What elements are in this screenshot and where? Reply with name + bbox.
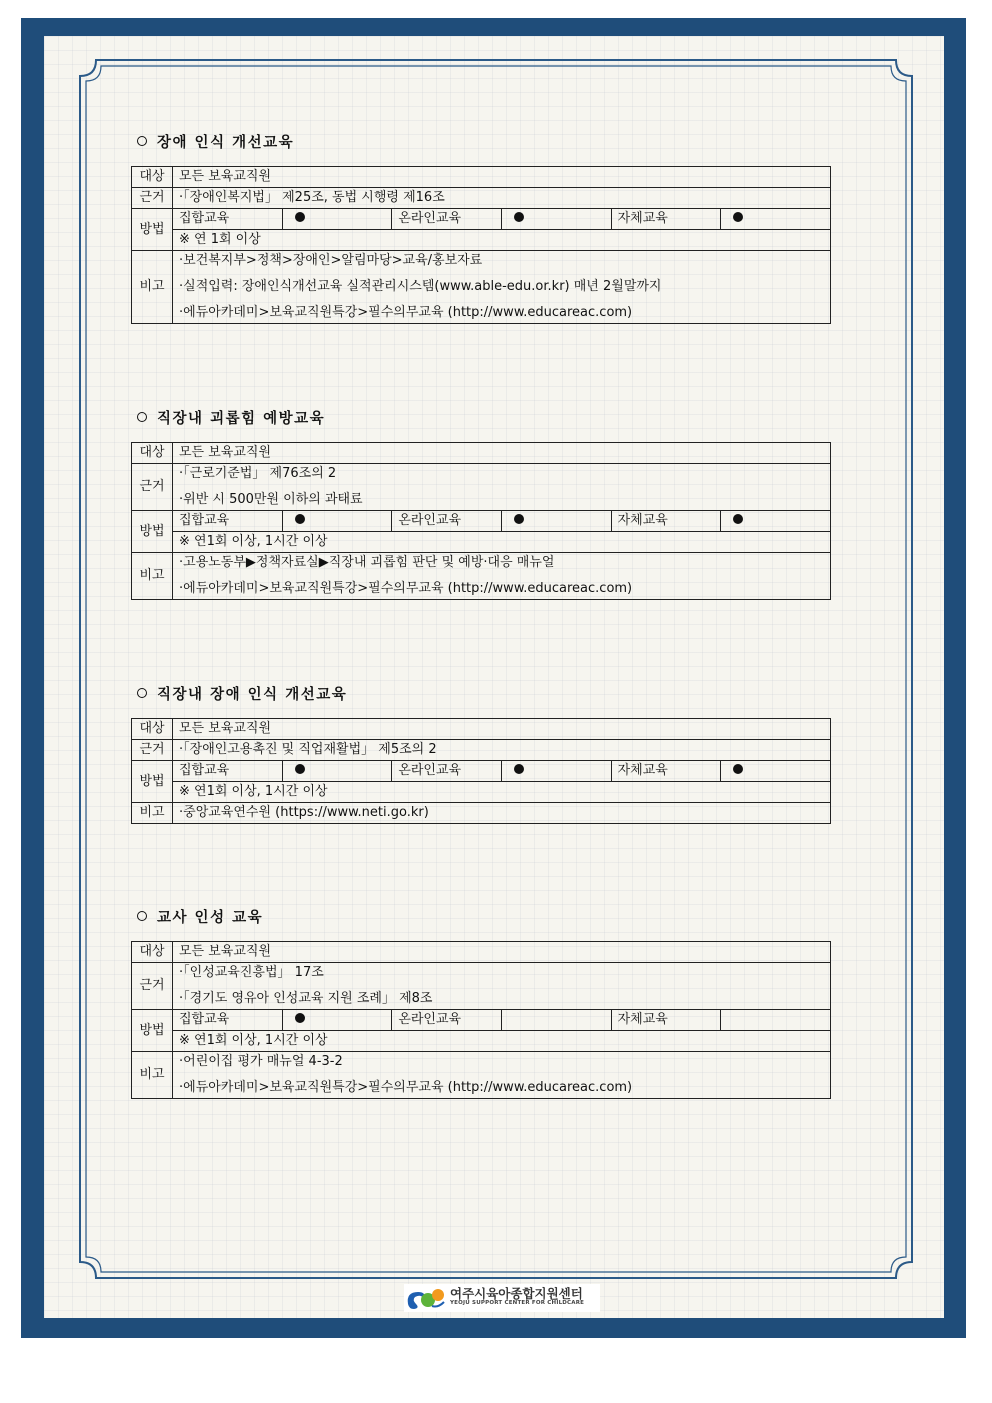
method-name: 온라인교육 xyxy=(392,1010,502,1031)
section-workplace-disability xyxy=(131,684,831,706)
basis-cell: ·「인성교육진흥법」 17조 ·「경기도 영유아 인성교육 지원 조례」 제8조 xyxy=(173,963,831,1010)
label-cell: 비고 xyxy=(132,1052,173,1099)
section-workplace-harassment xyxy=(131,408,831,430)
method-name: 집합교육 xyxy=(173,209,283,230)
method-name: 집합교육 xyxy=(173,511,283,532)
target-cell: 모든 보육교직원 xyxy=(173,942,831,963)
notes-cell: ·고용노동부▶정책자료실▶직장내 괴롭힘 판단 및 예방·대응 매뉴얼 ·에듀아카데미>보육교직원특강>필수의무교육 (http://www.educareac.com) xyxy=(173,553,831,600)
method-mark-empty xyxy=(721,1010,831,1031)
info-table xyxy=(131,166,831,324)
filled-circle-icon xyxy=(733,514,743,524)
circle-bullet-icon xyxy=(137,136,147,146)
label-cell: 대상 xyxy=(132,942,173,963)
notes-cell: ·중앙교육연수원 (https://www.neti.go.kr) xyxy=(173,803,831,824)
section-disability-awareness xyxy=(131,132,831,154)
filled-circle-icon xyxy=(733,764,743,774)
method-name: 온라인교육 xyxy=(392,761,502,782)
method-name: 온라인교육 xyxy=(392,511,502,532)
info-table xyxy=(131,718,831,824)
label-cell: 방법 xyxy=(132,761,173,803)
section-title: 직장내 장애 인식 개선교육 xyxy=(137,684,831,706)
center-name: 여주시육아종합지원센터 xyxy=(450,1286,583,1301)
label-cell: 대상 xyxy=(132,719,173,740)
circle-bullet-icon xyxy=(137,412,147,422)
label-cell: 근거 xyxy=(132,464,173,511)
label-cell: 대상 xyxy=(132,167,173,188)
circle-bullet-icon xyxy=(137,911,147,921)
info-table xyxy=(131,941,831,1099)
notes-cell: ·보건복지부>정책>장애인>알림마당>교육/홍보자료 ·실적입력: 장애인식개선교육 실적관리시스템(www.able-edu.or.kr) 매년 2월말까지 ·에듀아카데미>보육교직원특강>필수의무교육 (http://www.educareac.com) xyxy=(173,251,831,324)
label-cell: 방법 xyxy=(132,209,173,251)
method-mark xyxy=(721,761,831,782)
target-cell: 모든 보육교직원 xyxy=(173,443,831,464)
notes-cell: ·어린이집 평가 매뉴얼 4-3-2 ·에듀아카데미>보육교직원특강>필수의무교육 (http://www.educareac.com) xyxy=(173,1052,831,1099)
method-name: 집합교육 xyxy=(173,761,283,782)
center-name-english: YEOJU SUPPORT CENTER FOR CHILDCARE xyxy=(450,1300,585,1306)
section-teacher-character xyxy=(131,907,831,929)
method-note: ※ 연1회 이상, 1시간 이상 xyxy=(173,1031,831,1052)
method-note: ※ 연 1회 이상 xyxy=(173,230,831,251)
method-mark-empty xyxy=(501,1010,611,1031)
label-cell: 방법 xyxy=(132,1010,173,1052)
target-cell: 모든 보육교직원 xyxy=(173,719,831,740)
method-name: 자체교육 xyxy=(611,209,721,230)
method-note: ※ 연1회 이상, 1시간 이상 xyxy=(173,782,831,803)
filled-circle-icon xyxy=(295,212,305,222)
method-mark xyxy=(721,209,831,230)
basis-cell: ·「장애인고용촉진 및 직업재활법」 제5조의 2 xyxy=(173,740,831,761)
method-mark xyxy=(282,1010,392,1031)
circle-bullet-icon xyxy=(137,688,147,698)
basis-cell: ·「장애인복지법」 제25조, 동법 시행령 제16조 xyxy=(173,188,831,209)
method-name: 자체교육 xyxy=(611,511,721,532)
label-cell: 비고 xyxy=(132,553,173,600)
method-mark xyxy=(501,761,611,782)
method-mark xyxy=(501,209,611,230)
label-cell: 근거 xyxy=(132,188,173,209)
filled-circle-icon xyxy=(514,212,524,222)
section-title: 교사 인성 교육 xyxy=(137,907,831,929)
info-table xyxy=(131,442,831,600)
filled-circle-icon xyxy=(733,212,743,222)
filled-circle-icon xyxy=(295,1013,305,1023)
method-name: 자체교육 xyxy=(611,761,721,782)
method-name: 집합교육 xyxy=(173,1010,283,1031)
method-mark xyxy=(282,761,392,782)
method-mark xyxy=(501,511,611,532)
target-cell: 모든 보육교직원 xyxy=(173,167,831,188)
center-logo-icon xyxy=(404,1284,448,1312)
filled-circle-icon xyxy=(514,514,524,524)
label-cell: 근거 xyxy=(132,740,173,761)
method-note: ※ 연1회 이상, 1시간 이상 xyxy=(173,532,831,553)
label-cell: 대상 xyxy=(132,443,173,464)
label-cell: 비고 xyxy=(132,251,173,324)
filled-circle-icon xyxy=(295,764,305,774)
method-name: 온라인교육 xyxy=(392,209,502,230)
method-mark xyxy=(282,209,392,230)
section-title: 장애 인식 개선교육 xyxy=(137,132,831,154)
method-mark xyxy=(721,511,831,532)
filled-circle-icon xyxy=(295,514,305,524)
method-mark xyxy=(282,511,392,532)
method-name: 자체교육 xyxy=(611,1010,721,1031)
label-cell: 근거 xyxy=(132,963,173,1010)
section-title: 직장내 괴롭힘 예방교육 xyxy=(137,408,831,430)
filled-circle-icon xyxy=(514,764,524,774)
footer-logo xyxy=(404,1284,600,1312)
basis-cell: ·「근로기준법」 제76조의 2 ·위반 시 500만원 이하의 과태료 xyxy=(173,464,831,511)
label-cell: 방법 xyxy=(132,511,173,553)
label-cell: 비고 xyxy=(132,803,173,824)
